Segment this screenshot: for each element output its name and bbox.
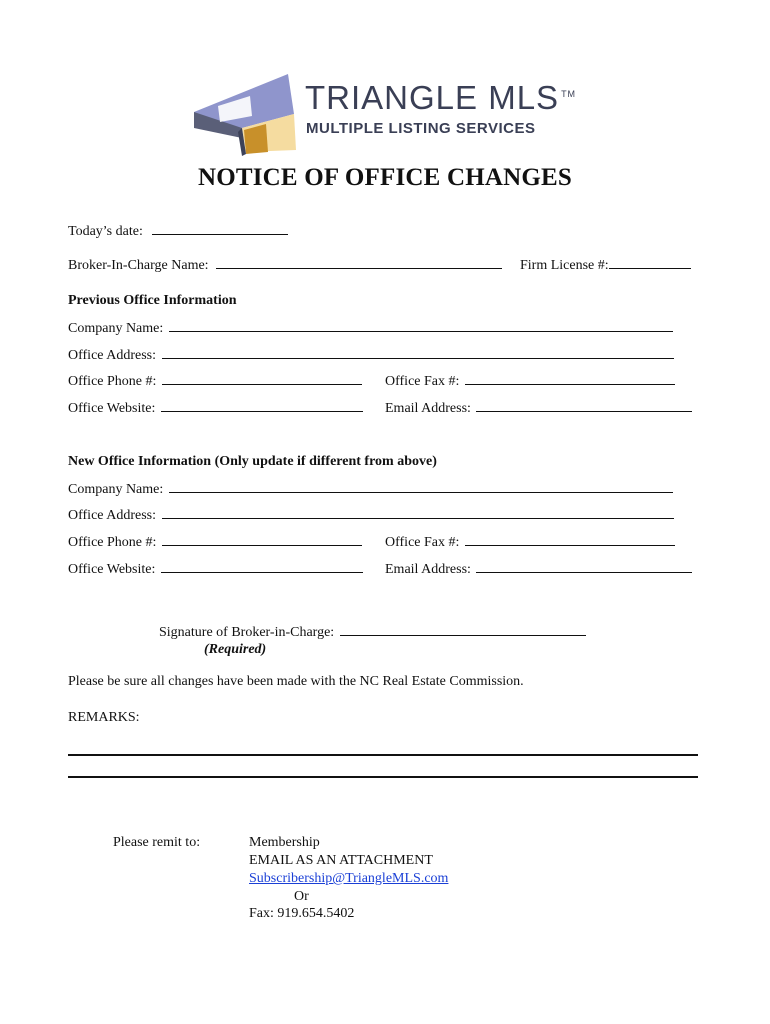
- prev-website-field[interactable]: [68, 399, 363, 417]
- page-title: NOTICE OF OFFICE CHANGES: [197, 164, 573, 191]
- logo-tagline: MULTIPLE LISTING SERVICES: [306, 120, 536, 137]
- new-website-label: Office Website:: [68, 562, 156, 577]
- remit-email-link[interactable]: Subscribership@TriangleMLS.com: [249, 871, 449, 886]
- firm-license-line[interactable]: [609, 256, 691, 269]
- nc-commission-notice: Please be sure all changes have been made with the NC Real Estate Commission.: [68, 674, 524, 689]
- new-company-field[interactable]: [68, 480, 673, 498]
- signature-line[interactable]: [340, 623, 586, 636]
- remit-label: Please remit to:: [113, 835, 201, 850]
- new-fax-label: Office Fax #:: [385, 535, 460, 550]
- new-email-line[interactable]: [476, 560, 692, 573]
- broker-in-charge-field[interactable]: [68, 256, 502, 274]
- prev-website-line[interactable]: [161, 399, 363, 412]
- new-company-label: Company Name:: [68, 482, 164, 497]
- new-email-label: Email Address:: [385, 562, 471, 577]
- prev-address-line[interactable]: [162, 346, 674, 359]
- firm-license-label: Firm License #:: [520, 258, 609, 273]
- new-fax-line[interactable]: [465, 533, 675, 546]
- new-fax-field[interactable]: [385, 533, 675, 551]
- new-email-field[interactable]: [385, 560, 692, 578]
- todays-date-field[interactable]: [68, 222, 288, 240]
- broker-label: Broker-In-Charge Name:: [68, 258, 209, 273]
- signature-label: Signature of Broker-in-Charge:: [159, 625, 335, 640]
- new-website-field[interactable]: [68, 560, 363, 578]
- firm-license-field[interactable]: [520, 256, 691, 274]
- new-office-heading: New Office Information (Only update if different from above): [68, 454, 437, 469]
- prev-email-line[interactable]: [476, 399, 692, 412]
- remarks-label: REMARKS:: [68, 710, 140, 725]
- prev-company-line[interactable]: [169, 319, 673, 332]
- prev-fax-field[interactable]: [385, 372, 675, 390]
- prev-phone-label: Office Phone #:: [68, 374, 157, 389]
- signature-field[interactable]: [159, 623, 586, 641]
- new-phone-line[interactable]: [162, 533, 362, 546]
- todays-date-label: Today’s date:: [68, 224, 143, 239]
- new-company-line[interactable]: [169, 480, 673, 493]
- prev-email-field[interactable]: [385, 399, 692, 417]
- previous-office-heading: Previous Office Information: [68, 293, 237, 308]
- remarks-line-2[interactable]: [68, 776, 698, 778]
- prev-company-field[interactable]: [68, 319, 673, 337]
- prev-company-label: Company Name:: [68, 321, 164, 336]
- prev-fax-label: Office Fax #:: [385, 374, 460, 389]
- prev-website-label: Office Website:: [68, 401, 156, 416]
- prev-address-field[interactable]: [68, 346, 674, 364]
- remit-or: Or: [294, 889, 309, 904]
- new-address-line[interactable]: [162, 506, 674, 519]
- prev-fax-line[interactable]: [465, 372, 675, 385]
- prev-address-label: Office Address:: [68, 348, 156, 363]
- new-phone-label: Office Phone #:: [68, 535, 157, 550]
- signature-required-note: (Required): [204, 642, 267, 657]
- new-phone-field[interactable]: [68, 533, 362, 551]
- todays-date-line[interactable]: [152, 222, 288, 235]
- prev-email-label: Email Address:: [385, 401, 471, 416]
- prev-phone-field[interactable]: [68, 372, 362, 390]
- logo-brand-name: TRIANGLE MLS ™: [305, 79, 577, 116]
- new-website-line[interactable]: [161, 560, 363, 573]
- remit-membership: Membership: [249, 835, 320, 850]
- remarks-line-1[interactable]: [68, 754, 698, 756]
- remit-email-attachment: EMAIL AS AN ATTACHMENT: [249, 853, 433, 868]
- remit-fax: Fax: 919.654.5402: [249, 906, 355, 921]
- triangle-mls-logo-mark: [190, 70, 302, 156]
- broker-line[interactable]: [216, 256, 502, 269]
- new-address-field[interactable]: [68, 506, 674, 524]
- prev-phone-line[interactable]: [162, 372, 362, 385]
- new-address-label: Office Address:: [68, 508, 156, 523]
